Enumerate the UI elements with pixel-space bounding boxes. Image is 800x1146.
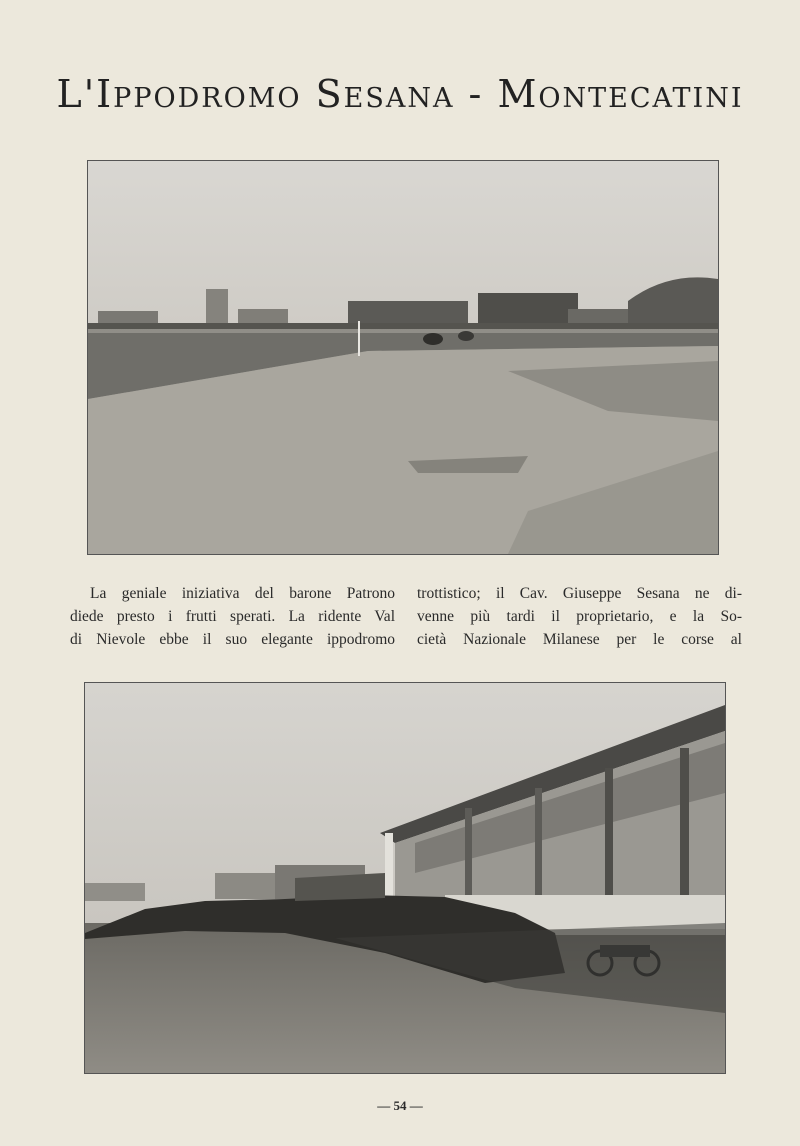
text-line: diede presto i frutti sperati. La ridente Val [70, 608, 395, 625]
text-line: trottistico; il Cav. Giuseppe Sesana ne di- [417, 585, 742, 602]
racetrack-photo-image [88, 161, 718, 554]
text-line: venne più tardi il proprietario, e la So- [417, 608, 742, 625]
grandstand-photo-image [85, 683, 725, 1073]
text-line: di Nievole ebbe il suo elegante ippodromo [70, 631, 395, 648]
page-title: L'Ippodromo Sesana - Montecatini [56, 72, 744, 116]
racetrack-photo [87, 160, 719, 555]
text-column-left [70, 582, 395, 651]
text-column-right [417, 582, 742, 651]
text-line: cietà Nazionale Milanese per le corse al [417, 631, 742, 648]
article-text [70, 582, 742, 651]
grandstand-photo [84, 682, 726, 1074]
text-line: La geniale iniziativa del barone Patrono [90, 585, 395, 602]
page-number: — 54 — [377, 1098, 423, 1113]
